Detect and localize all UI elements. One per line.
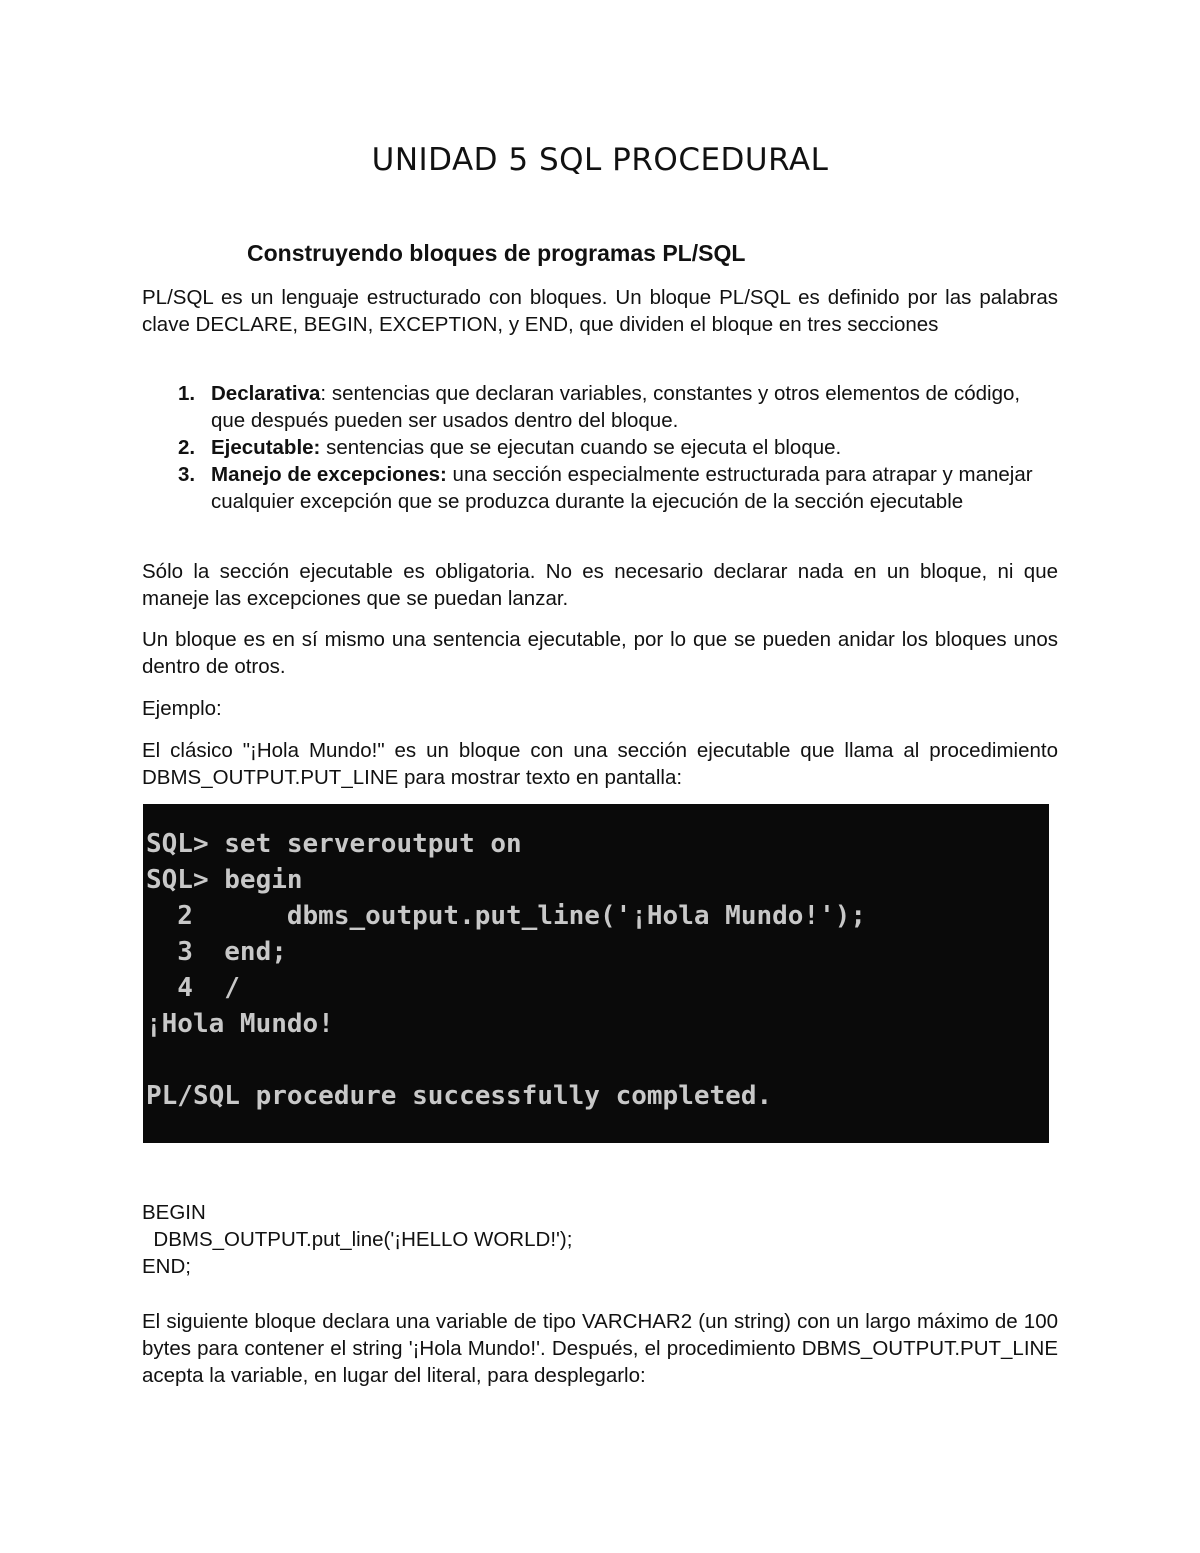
list-item-number: 2.	[178, 436, 196, 459]
list-item-text: sentencias que se ejecutan cuando se ejecuta el bloque.	[320, 436, 842, 459]
list-item-number: 1.	[178, 382, 196, 405]
code-line: DBMS_OUTPUT.put_line('¡HELLO WORLD!');	[142, 1228, 573, 1251]
list-item-term: Manejo de excepciones:	[211, 463, 447, 486]
list-item	[142, 434, 1058, 461]
terminal-line: SQL> set serveroutput on	[146, 829, 522, 859]
code-line: END;	[142, 1255, 191, 1278]
terminal-line: 3 end;	[146, 937, 287, 967]
terminal-line: 2 dbms_output.put_line('¡Hola Mundo!');	[146, 901, 867, 931]
list-item	[142, 380, 1058, 434]
block-sections-list	[142, 380, 1058, 515]
terminal-line: 4 /	[146, 973, 240, 1003]
sqlplus-terminal-screenshot	[143, 804, 1049, 1143]
list-item-term: Declarativa	[211, 382, 321, 405]
nested-paragraph: Un bloque es en sí mismo una sentencia ejecutable, por lo que se pueden anidar los bloques unos dentro de otros.	[142, 628, 1058, 678]
list-item-text: una sección especialmente estructurada para atrapar y manejar cualquier excepción que se produzca durante la ejecución de la sección ejecutable	[211, 463, 1033, 513]
terminal-line: SQL> begin	[146, 865, 303, 895]
list-item-term: Ejecutable:	[211, 436, 321, 459]
mandatory-paragraph: Sólo la sección ejecutable es obligatoria. No es necesario declarar nada en un bloque, ni que maneje las excepciones que se puedan lanzar.	[142, 560, 1058, 610]
section-heading: Construyendo bloques de programas PL/SQL	[247, 240, 746, 266]
terminal-line: ¡Hola Mundo!	[146, 1009, 334, 1039]
terminal-line: PL/SQL procedure successfully completed.	[146, 1081, 773, 1111]
classic-paragraph: El clásico "¡Hola Mundo!" es un bloque con una sección ejecutable que llama al procedimiento DBMS_OUTPUT.PUT_LINE para mostrar texto en pantalla:	[142, 739, 1058, 789]
intro-paragraph: PL/SQL es un lenguaje estructurado con bloques. Un bloque PL/SQL es definido por las palabras clave DECLARE, BEGIN, EXCEPTION, y END, que dividen el bloque en tres secciones	[142, 286, 1058, 336]
list-item-text: : sentencias que declaran variables, constantes y otros elementos de código, que después pueden ser usados dentro del bloque.	[211, 382, 1021, 432]
document-title: UNIDAD 5 SQL PROCEDURAL	[371, 142, 829, 178]
terminal-line	[146, 1042, 1049, 1078]
declare-paragraph: El siguiente bloque declara una variable de tipo VARCHAR2 (un string) con un largo máximo de 100 bytes para contener el string '¡Hola Mundo!'. Después, el procedimiento DBMS_OUTPUT.PUT_LINE acepta la variable, en lugar del literal, para desplegarlo:	[142, 1310, 1058, 1387]
example-label: Ejemplo:	[142, 697, 222, 720]
list-item-number: 3.	[178, 463, 196, 486]
list-item	[142, 461, 1058, 515]
code-example	[142, 1199, 572, 1280]
code-line: BEGIN	[142, 1201, 206, 1224]
